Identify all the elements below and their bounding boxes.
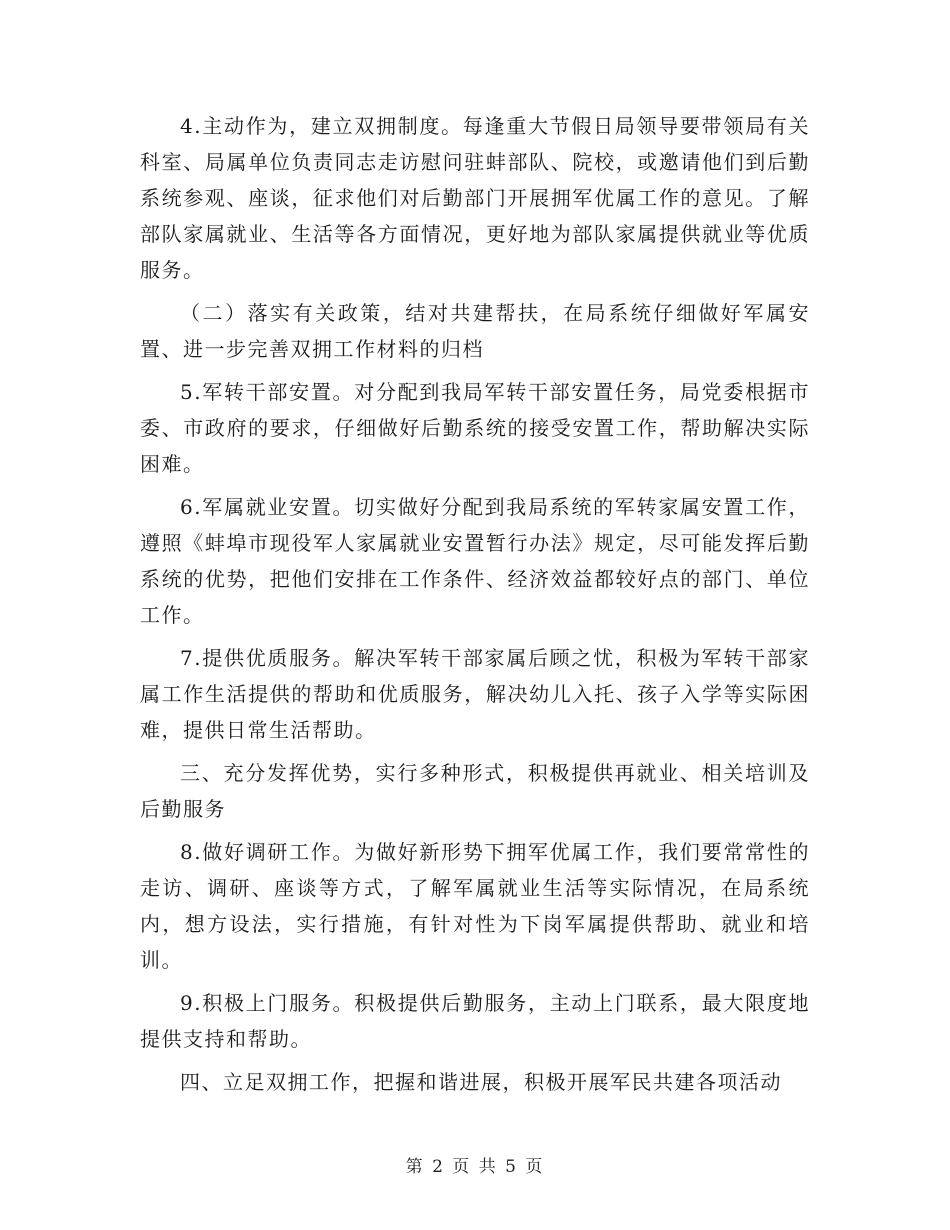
paragraph-item-5: 5.军转干部安置。对分配到我局军转干部安置任务，局党委根据市委、市政府的要求，仔细做好后勤系统的接受安置工作，帮助解决实际困难。 [140, 380, 810, 476]
paragraph-item-9: 9.积极上门服务。积极提供后勤服务，主动上门联系，最大限度地提供支持和帮助。 [140, 991, 810, 1051]
paragraph-item-6: 6.军属就业安置。切实做好分配到我局系统的军转家属安置工作，遵照《蚌埠市现役军人家属就业安置暂行办法》规定，尽可能发挥后勤系统的优势，把他们安排在工作条件、经济效益都较好点的部门、单位工作。 [140, 495, 810, 627]
paragraph-item-7: 7.提供优质服务。解决军转干部家属后顾之忧，积极为军转干部家属工作生活提供的帮助和优质服务，解决幼儿入托、孩子入学等实际困难，提供日常生活帮助。 [140, 646, 810, 742]
paragraph-item-8: 8.做好调研工作。为做好新形势下拥军优属工作，我们要常常性的走访、调研、座谈等方式，了解军属就业生活等实际情况，在局系统内，想方设法，实行措施，有针对性为下岗军属提供帮助、就业和培训。 [140, 840, 810, 972]
section-heading-4: 四、立足双拥工作，把握和谐进展，积极开展军民共建各项活动 [180, 1070, 782, 1094]
section-heading-2: （二）落实有关政策，结对共建帮扶，在局系统仔细做好军属安置、进一步完善双拥工作材料的归档 [140, 301, 810, 361]
document-body [140, 108, 810, 1100]
section-heading-3: 三、充分发挥优势，实行多种形式，积极提供再就业、相关培训及后勤服务 [140, 761, 810, 821]
paragraph-item-4: 4.主动作为，建立双拥制度。每逢重大节假日局领导要带领局有关科室、局属单位负责同志走访慰问驻蚌部队、院校，或邀请他们到后勤系统参观、座谈，征求他们对后勤部门开展拥军优属工作的意见。了解部队家属就业、生活等各方面情况，更好地为部队家属提供就业等优质服务。 [140, 114, 810, 282]
page-number-footer: 第 2 页 共 5 页 [405, 1157, 545, 1177]
